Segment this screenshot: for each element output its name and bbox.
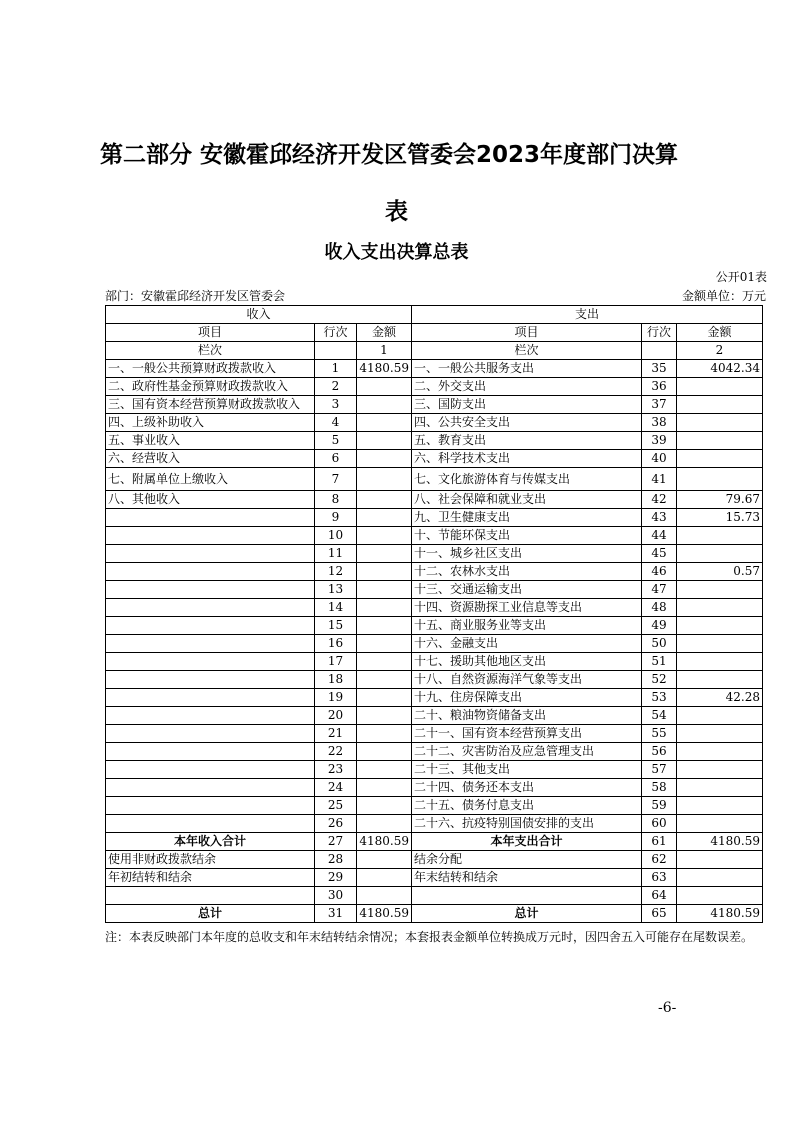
expense-amount xyxy=(677,815,763,833)
table-row xyxy=(106,851,763,869)
expense-line: 60 xyxy=(642,815,677,833)
expense-amount: 15.73 xyxy=(677,509,763,527)
expense-amount xyxy=(677,869,763,887)
table-row xyxy=(106,671,763,689)
expense-item: 十五、商业服务业等支出 xyxy=(412,617,642,635)
table-row xyxy=(106,689,763,707)
table-row xyxy=(106,761,763,779)
income-line: 18 xyxy=(315,671,357,689)
expense-line: 38 xyxy=(642,414,677,432)
income-amount xyxy=(357,545,412,563)
expense-amount: 4180.59 xyxy=(677,905,763,923)
line-header: 行次 xyxy=(642,324,677,342)
expense-amount xyxy=(677,581,763,599)
expense-item: 五、教育支出 xyxy=(412,432,642,450)
expense-line: 58 xyxy=(642,779,677,797)
table-row xyxy=(106,779,763,797)
income-line: 2 xyxy=(315,378,357,396)
expense-amount xyxy=(677,887,763,905)
income-item xyxy=(106,635,315,653)
expense-item: 八、社会保障和就业支出 xyxy=(412,491,642,509)
income-amount xyxy=(357,815,412,833)
document-title: 第二部分 安徽霍邱经济开发区管委会2023年度部门决算 xyxy=(100,142,679,168)
income-line: 30 xyxy=(315,887,357,905)
expense-amount: 4042.34 xyxy=(677,360,763,378)
income-item xyxy=(106,725,315,743)
income-amount xyxy=(357,869,412,887)
income-item: 总计 xyxy=(106,905,315,923)
income-line: 26 xyxy=(315,815,357,833)
expense-amount xyxy=(677,414,763,432)
table-row xyxy=(106,905,763,923)
expense-amount xyxy=(677,779,763,797)
expense-amount xyxy=(677,851,763,869)
income-amount xyxy=(357,725,412,743)
table-row xyxy=(106,599,763,617)
expense-line: 48 xyxy=(642,599,677,617)
item-header: 项目 xyxy=(412,324,642,342)
table-row xyxy=(106,414,763,432)
expense-item: 二十六、抗疫特别国债安排的支出 xyxy=(412,815,642,833)
expense-item: 十一、城乡社区支出 xyxy=(412,545,642,563)
income-header: 收入 xyxy=(106,306,412,324)
income-expense-table xyxy=(105,305,763,923)
income-item: 八、其他收入 xyxy=(106,491,315,509)
expense-item: 年末结转和结余 xyxy=(412,869,642,887)
expense-line: 55 xyxy=(642,725,677,743)
income-amount: 4180.59 xyxy=(357,905,412,923)
column-header-row xyxy=(106,324,763,342)
income-line: 20 xyxy=(315,707,357,725)
table-row xyxy=(106,491,763,509)
expense-line: 63 xyxy=(642,869,677,887)
expense-item: 二十三、其他支出 xyxy=(412,761,642,779)
income-amount xyxy=(357,887,412,905)
expense-amount xyxy=(677,468,763,491)
table-row xyxy=(106,378,763,396)
expense-amount xyxy=(677,450,763,468)
expense-line: 46 xyxy=(642,563,677,581)
amount-header: 金额 xyxy=(357,324,412,342)
expense-line: 51 xyxy=(642,653,677,671)
expense-line: 65 xyxy=(642,905,677,923)
expense-amount: 0.57 xyxy=(677,563,763,581)
table-row xyxy=(106,617,763,635)
expense-line: 40 xyxy=(642,450,677,468)
income-amount xyxy=(357,396,412,414)
table-row xyxy=(106,432,763,450)
expense-item: 总计 xyxy=(412,905,642,923)
table-row xyxy=(106,635,763,653)
table-row xyxy=(106,815,763,833)
expense-line: 37 xyxy=(642,396,677,414)
income-amount xyxy=(357,761,412,779)
income-line: 3 xyxy=(315,396,357,414)
income-item xyxy=(106,707,315,725)
expense-item: 十七、援助其他地区支出 xyxy=(412,653,642,671)
income-item xyxy=(106,563,315,581)
income-amount: 4180.59 xyxy=(357,360,412,378)
expense-amount xyxy=(677,545,763,563)
income-amount xyxy=(357,378,412,396)
expense-item: 十三、交通运输支出 xyxy=(412,581,642,599)
income-item: 年初结转和结余 xyxy=(106,869,315,887)
expense-item: 二十二、灾害防治及应急管理支出 xyxy=(412,743,642,761)
column-index: 1 xyxy=(357,342,412,360)
income-amount xyxy=(357,797,412,815)
expense-line: 41 xyxy=(642,468,677,491)
table-row xyxy=(106,527,763,545)
expense-item: 二十四、债务还本支出 xyxy=(412,779,642,797)
expense-item xyxy=(412,887,642,905)
expense-item: 三、国防支出 xyxy=(412,396,642,414)
income-amount xyxy=(357,414,412,432)
income-line: 31 xyxy=(315,905,357,923)
expense-amount xyxy=(677,725,763,743)
income-item xyxy=(106,797,315,815)
expense-amount xyxy=(677,743,763,761)
expense-line: 42 xyxy=(642,491,677,509)
income-amount xyxy=(357,743,412,761)
table-row xyxy=(106,581,763,599)
expense-amount xyxy=(677,378,763,396)
expense-line: 43 xyxy=(642,509,677,527)
income-item xyxy=(106,653,315,671)
income-item xyxy=(106,761,315,779)
income-item: 四、上级补助收入 xyxy=(106,414,315,432)
expense-amount xyxy=(677,671,763,689)
expense-item: 六、科学技术支出 xyxy=(412,450,642,468)
income-line: 23 xyxy=(315,761,357,779)
expense-line: 35 xyxy=(642,360,677,378)
income-line: 25 xyxy=(315,797,357,815)
income-amount xyxy=(357,468,412,491)
income-line: 17 xyxy=(315,653,357,671)
income-item xyxy=(106,815,315,833)
expense-amount xyxy=(677,635,763,653)
income-line: 8 xyxy=(315,491,357,509)
income-line: 13 xyxy=(315,581,357,599)
table-row xyxy=(106,396,763,414)
expense-line: 50 xyxy=(642,635,677,653)
income-item xyxy=(106,617,315,635)
income-line: 7 xyxy=(315,468,357,491)
income-line: 29 xyxy=(315,869,357,887)
expense-line: 36 xyxy=(642,378,677,396)
table-row xyxy=(106,797,763,815)
column-label: 栏次 xyxy=(106,342,315,360)
table-row xyxy=(106,360,763,378)
page-number: -6- xyxy=(658,1000,677,1016)
expense-amount xyxy=(677,797,763,815)
expense-item: 二十、粮油物资储备支出 xyxy=(412,707,642,725)
income-line: 10 xyxy=(315,527,357,545)
income-line: 28 xyxy=(315,851,357,869)
income-line: 4 xyxy=(315,414,357,432)
form-number: 公开01表 xyxy=(715,270,767,284)
expense-item: 二、外交支出 xyxy=(412,378,642,396)
column-index: 2 xyxy=(677,342,763,360)
expense-item: 十四、资源勘探工业信息等支出 xyxy=(412,599,642,617)
expense-line: 54 xyxy=(642,707,677,725)
expense-line: 45 xyxy=(642,545,677,563)
expense-line: 47 xyxy=(642,581,677,599)
table-row xyxy=(106,509,763,527)
table-row xyxy=(106,833,763,851)
income-line: 22 xyxy=(315,743,357,761)
income-amount xyxy=(357,599,412,617)
income-line: 14 xyxy=(315,599,357,617)
expense-amount: 79.67 xyxy=(677,491,763,509)
expense-line: 62 xyxy=(642,851,677,869)
expense-item: 十二、农林水支出 xyxy=(412,563,642,581)
income-item xyxy=(106,599,315,617)
empty-cell xyxy=(315,342,357,360)
table-row xyxy=(106,563,763,581)
unit-label: 金额单位：万元 xyxy=(681,289,766,303)
expense-line: 53 xyxy=(642,689,677,707)
expense-line: 49 xyxy=(642,617,677,635)
income-item: 二、政府性基金预算财政拨款收入 xyxy=(106,378,315,396)
expense-item: 一、一般公共服务支出 xyxy=(412,360,642,378)
expense-line: 59 xyxy=(642,797,677,815)
expense-item: 二十五、债务付息支出 xyxy=(412,797,642,815)
expense-item: 本年支出合计 xyxy=(412,833,642,851)
expense-amount xyxy=(677,599,763,617)
income-line: 15 xyxy=(315,617,357,635)
column-label: 栏次 xyxy=(412,342,642,360)
table-row xyxy=(106,545,763,563)
income-line: 19 xyxy=(315,689,357,707)
expense-amount xyxy=(677,617,763,635)
expense-item: 十、节能环保支出 xyxy=(412,527,642,545)
expense-item: 二十一、国有资本经营预算支出 xyxy=(412,725,642,743)
expense-amount xyxy=(677,653,763,671)
income-line: 21 xyxy=(315,725,357,743)
income-amount xyxy=(357,779,412,797)
income-line: 5 xyxy=(315,432,357,450)
table-row xyxy=(106,707,763,725)
income-amount xyxy=(357,671,412,689)
expense-item: 十八、自然资源海洋气象等支出 xyxy=(412,671,642,689)
column-index-row xyxy=(106,342,763,360)
expense-item: 十九、住房保障支出 xyxy=(412,689,642,707)
income-amount xyxy=(357,450,412,468)
income-item xyxy=(106,887,315,905)
line-header: 行次 xyxy=(315,324,357,342)
income-line: 11 xyxy=(315,545,357,563)
income-item xyxy=(106,779,315,797)
income-amount xyxy=(357,491,412,509)
income-line: 6 xyxy=(315,450,357,468)
income-line: 1 xyxy=(315,360,357,378)
expense-amount xyxy=(677,527,763,545)
expense-amount: 4180.59 xyxy=(677,833,763,851)
income-item: 一、一般公共预算财政拨款收入 xyxy=(106,360,315,378)
table-title: 收入支出决算总表 xyxy=(324,242,469,263)
document-title-continued: 表 xyxy=(385,199,408,225)
expense-amount xyxy=(677,707,763,725)
expense-line: 64 xyxy=(642,887,677,905)
expense-line: 56 xyxy=(642,743,677,761)
income-line: 24 xyxy=(315,779,357,797)
expense-amount xyxy=(677,396,763,414)
income-item: 三、国有资本经营预算财政拨款收入 xyxy=(106,396,315,414)
income-amount xyxy=(357,635,412,653)
income-item xyxy=(106,509,315,527)
expense-line: 52 xyxy=(642,671,677,689)
income-item xyxy=(106,671,315,689)
expense-line: 61 xyxy=(642,833,677,851)
expense-line: 57 xyxy=(642,761,677,779)
table-row xyxy=(106,869,763,887)
income-amount: 4180.59 xyxy=(357,833,412,851)
income-amount xyxy=(357,707,412,725)
income-amount xyxy=(357,851,412,869)
income-item: 本年收入合计 xyxy=(106,833,315,851)
income-amount xyxy=(357,563,412,581)
expense-amount: 42.28 xyxy=(677,689,763,707)
income-item: 五、事业收入 xyxy=(106,432,315,450)
income-amount xyxy=(357,527,412,545)
income-amount xyxy=(357,432,412,450)
income-item xyxy=(106,581,315,599)
income-amount xyxy=(357,581,412,599)
table-row xyxy=(106,450,763,468)
table-row xyxy=(106,725,763,743)
item-header: 项目 xyxy=(106,324,315,342)
table-row xyxy=(106,653,763,671)
expense-item: 结余分配 xyxy=(412,851,642,869)
expense-line: 44 xyxy=(642,527,677,545)
department-label: 部门：安徽霍邱经济开发区管委会 xyxy=(105,289,286,303)
expense-item: 九、卫生健康支出 xyxy=(412,509,642,527)
income-line: 12 xyxy=(315,563,357,581)
income-amount xyxy=(357,509,412,527)
income-item xyxy=(106,527,315,545)
expense-header: 支出 xyxy=(412,306,763,324)
income-line: 9 xyxy=(315,509,357,527)
table-row xyxy=(106,743,763,761)
income-line: 16 xyxy=(315,635,357,653)
income-item xyxy=(106,689,315,707)
expense-item: 四、公共安全支出 xyxy=(412,414,642,432)
expense-amount xyxy=(677,432,763,450)
section-header-row xyxy=(106,306,763,324)
income-amount xyxy=(357,653,412,671)
income-item xyxy=(106,743,315,761)
expense-amount xyxy=(677,761,763,779)
income-amount xyxy=(357,617,412,635)
income-item: 六、经营收入 xyxy=(106,450,315,468)
income-item xyxy=(106,545,315,563)
expense-item: 十六、金融支出 xyxy=(412,635,642,653)
income-line: 27 xyxy=(315,833,357,851)
income-amount xyxy=(357,689,412,707)
table-row xyxy=(106,887,763,905)
income-item: 七、附属单位上缴收入 xyxy=(106,468,315,491)
amount-header: 金额 xyxy=(677,324,763,342)
income-item: 使用非财政拨款结余 xyxy=(106,851,315,869)
table-row xyxy=(106,468,763,491)
expense-item: 七、文化旅游体育与传媒支出 xyxy=(412,468,642,491)
expense-line: 39 xyxy=(642,432,677,450)
empty-cell xyxy=(642,342,677,360)
table-note: 注：本表反映部门本年度的总收支和年末结转结余情况；本套报表金额单位转换成万元时，因四舍五入可能存在尾数误差。 xyxy=(105,930,754,944)
